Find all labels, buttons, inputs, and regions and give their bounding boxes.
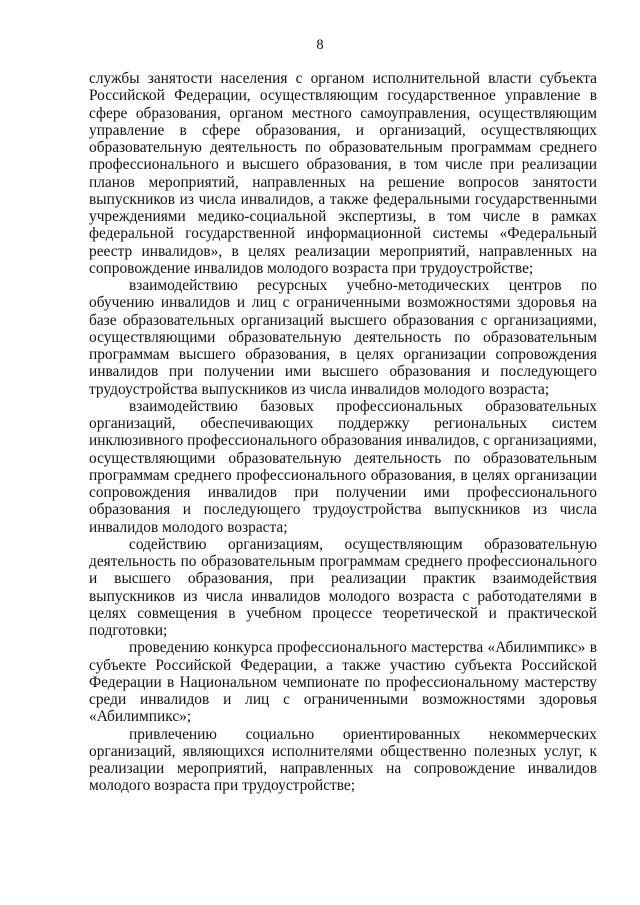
document-body <box>89 70 597 795</box>
paragraph-base-educational-orgs: взаимодействию базовых профессиональных образовательных организаций, обеспечивающих поддержку региональных систем инклюзивного профессионального образования инвалидов, с организациями, осуществляющими образовательную деятельность по образовательным программам среднего профессионального образования, в целях организации сопровождения инвалидов при получении ими профессионального образования и последующего трудоустройства выпускников из числа инвалидов молодого возраста; <box>89 397 597 536</box>
paragraph-resource-centers: взаимодействию ресурсных учебно-методических центров по обучению инвалидов и лиц с ограниченными возможностями здоровья на базе образовательных организаций высшего образования с организациями, осуществляющими образовательную деятельность по образовательным программам высшего образования, в целях организации сопровождения инвалидов при получении ими высшего образования и последующего трудоустройства выпускников из числа инвалидов молодого возраста; <box>89 277 597 398</box>
paragraph-practice-support: содействию организациям, осуществляющим образовательную деятельность по образовательным программам среднего профессионального и высшего образования, при реализации практик взаимодействия выпускников из числа инвалидов молодого возраста с работодателями в целях совмещения в учебном процессе теоретической и практической подготовки; <box>89 535 597 639</box>
paragraph-nonprofit-orgs: привлечению социально ориентированных некоммерческих организаций, являющихся исполнителями общественно полезных услуг, к реализации мероприятий, направленных на сопровождение инвалидов молодого возраста при трудоустройстве; <box>89 725 597 795</box>
page-number: 8 <box>316 37 324 53</box>
paragraph-continuation: службы занятости населения с органом исполнительной власти субъекта Российской Федерации, осуществляющим государственное управление в сфере образования, органом местного самоуправления, осуществляющим управление в сфере образования, и организаций, осуществляющих образовательную деятельность по образовательным программам среднего профессионального и высшего образования, в том числе при реализации планов мероприятий, направленных на решение вопросов занятости выпускников из числа инвалидов, а также федеральными государственными учреждениями медико-социальной экспертизы, в том числе в рамках федеральной государственной информационной системы «Федеральный реестр инвалидов», в целях реализации мероприятий, направленных на сопровождение инвалидов молодого возраста при трудоустройстве; <box>89 70 597 277</box>
paragraph-abilympics: проведению конкурса профессионального мастерства «Абилимпикс» в субъекте Российской Федерации, а также участию субъекта Российской Федерации в Национальном чемпионате по профессиональному мастерству среди инвалидов и лиц с ограниченными возможностями здоровья «Абилимпикс»; <box>89 639 597 726</box>
